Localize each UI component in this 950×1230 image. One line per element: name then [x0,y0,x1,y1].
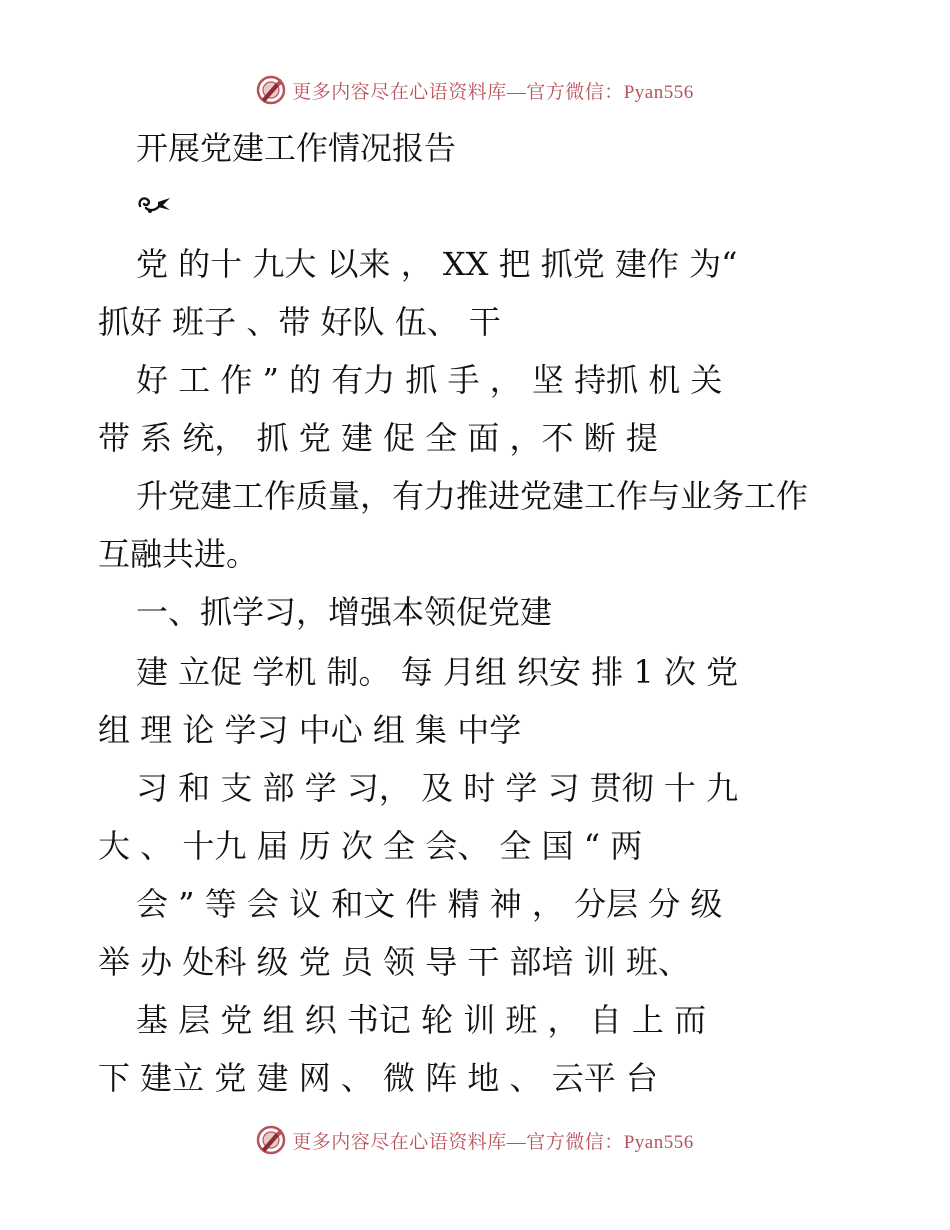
watermark-logo-icon [256,75,286,105]
watermark-banner-top [0,70,950,110]
body-line: 党 的十 九大 以来 ， XX 把 抓党 建作 为“ [136,245,738,283]
body-line: 习 和 支 部 学 习， 及 时 学 习 贯彻 十 九 [136,769,739,807]
section-heading: 一、抓学习，增强本领促党建 [136,593,553,631]
watermark-logo-icon [256,1125,286,1155]
ornament-icon [136,192,172,216]
watermark-banner-bottom [0,1120,950,1160]
body-line: 基 层 党 组 织 书记 轮 训 班 ， 自 上 而 [136,1001,707,1039]
body-line: 下 建立 党 建 网 、 微 阵 地 、 云平 台 [98,1059,658,1097]
body-line: 好 工 作 ” 的 有力 抓 手 ， 坚 持抓 机 关 [136,361,723,399]
body-line: 会 ” 等 会 议 和文 件 精 神 ， 分层 分 级 [136,885,723,923]
watermark-text: 更多内容尽在心语资料库—官方微信：Pyan556 [292,81,694,103]
body-line: 组 理 论 学习 中心 组 集 中学 [98,711,522,749]
body-line: 互融共进。 [98,535,259,573]
body-line: 建 立促 学机 制。 每 月组 织安 排 1 次 党 [136,653,739,691]
body-line: 带 系 统， 抓 党 建 促 全 面 ，不 断 提 [98,419,658,457]
body-line: 升党建工作质量，有力推进党建工作与业务工作 [136,477,809,515]
body-line: 抓好 班子 、带 好队 伍、 干 [98,303,501,341]
watermark-text: 更多内容尽在心语资料库—官方微信：Pyan556 [292,1131,694,1153]
body-line: 大 、 十九 届 历 次 全 会、 全 国 “ 两 [98,827,643,865]
body-line: 举 办 处科 级 党 员 领 导 干 部培 训 班、 [98,943,690,981]
document-title: 开展党建工作情况报告 [136,129,457,167]
